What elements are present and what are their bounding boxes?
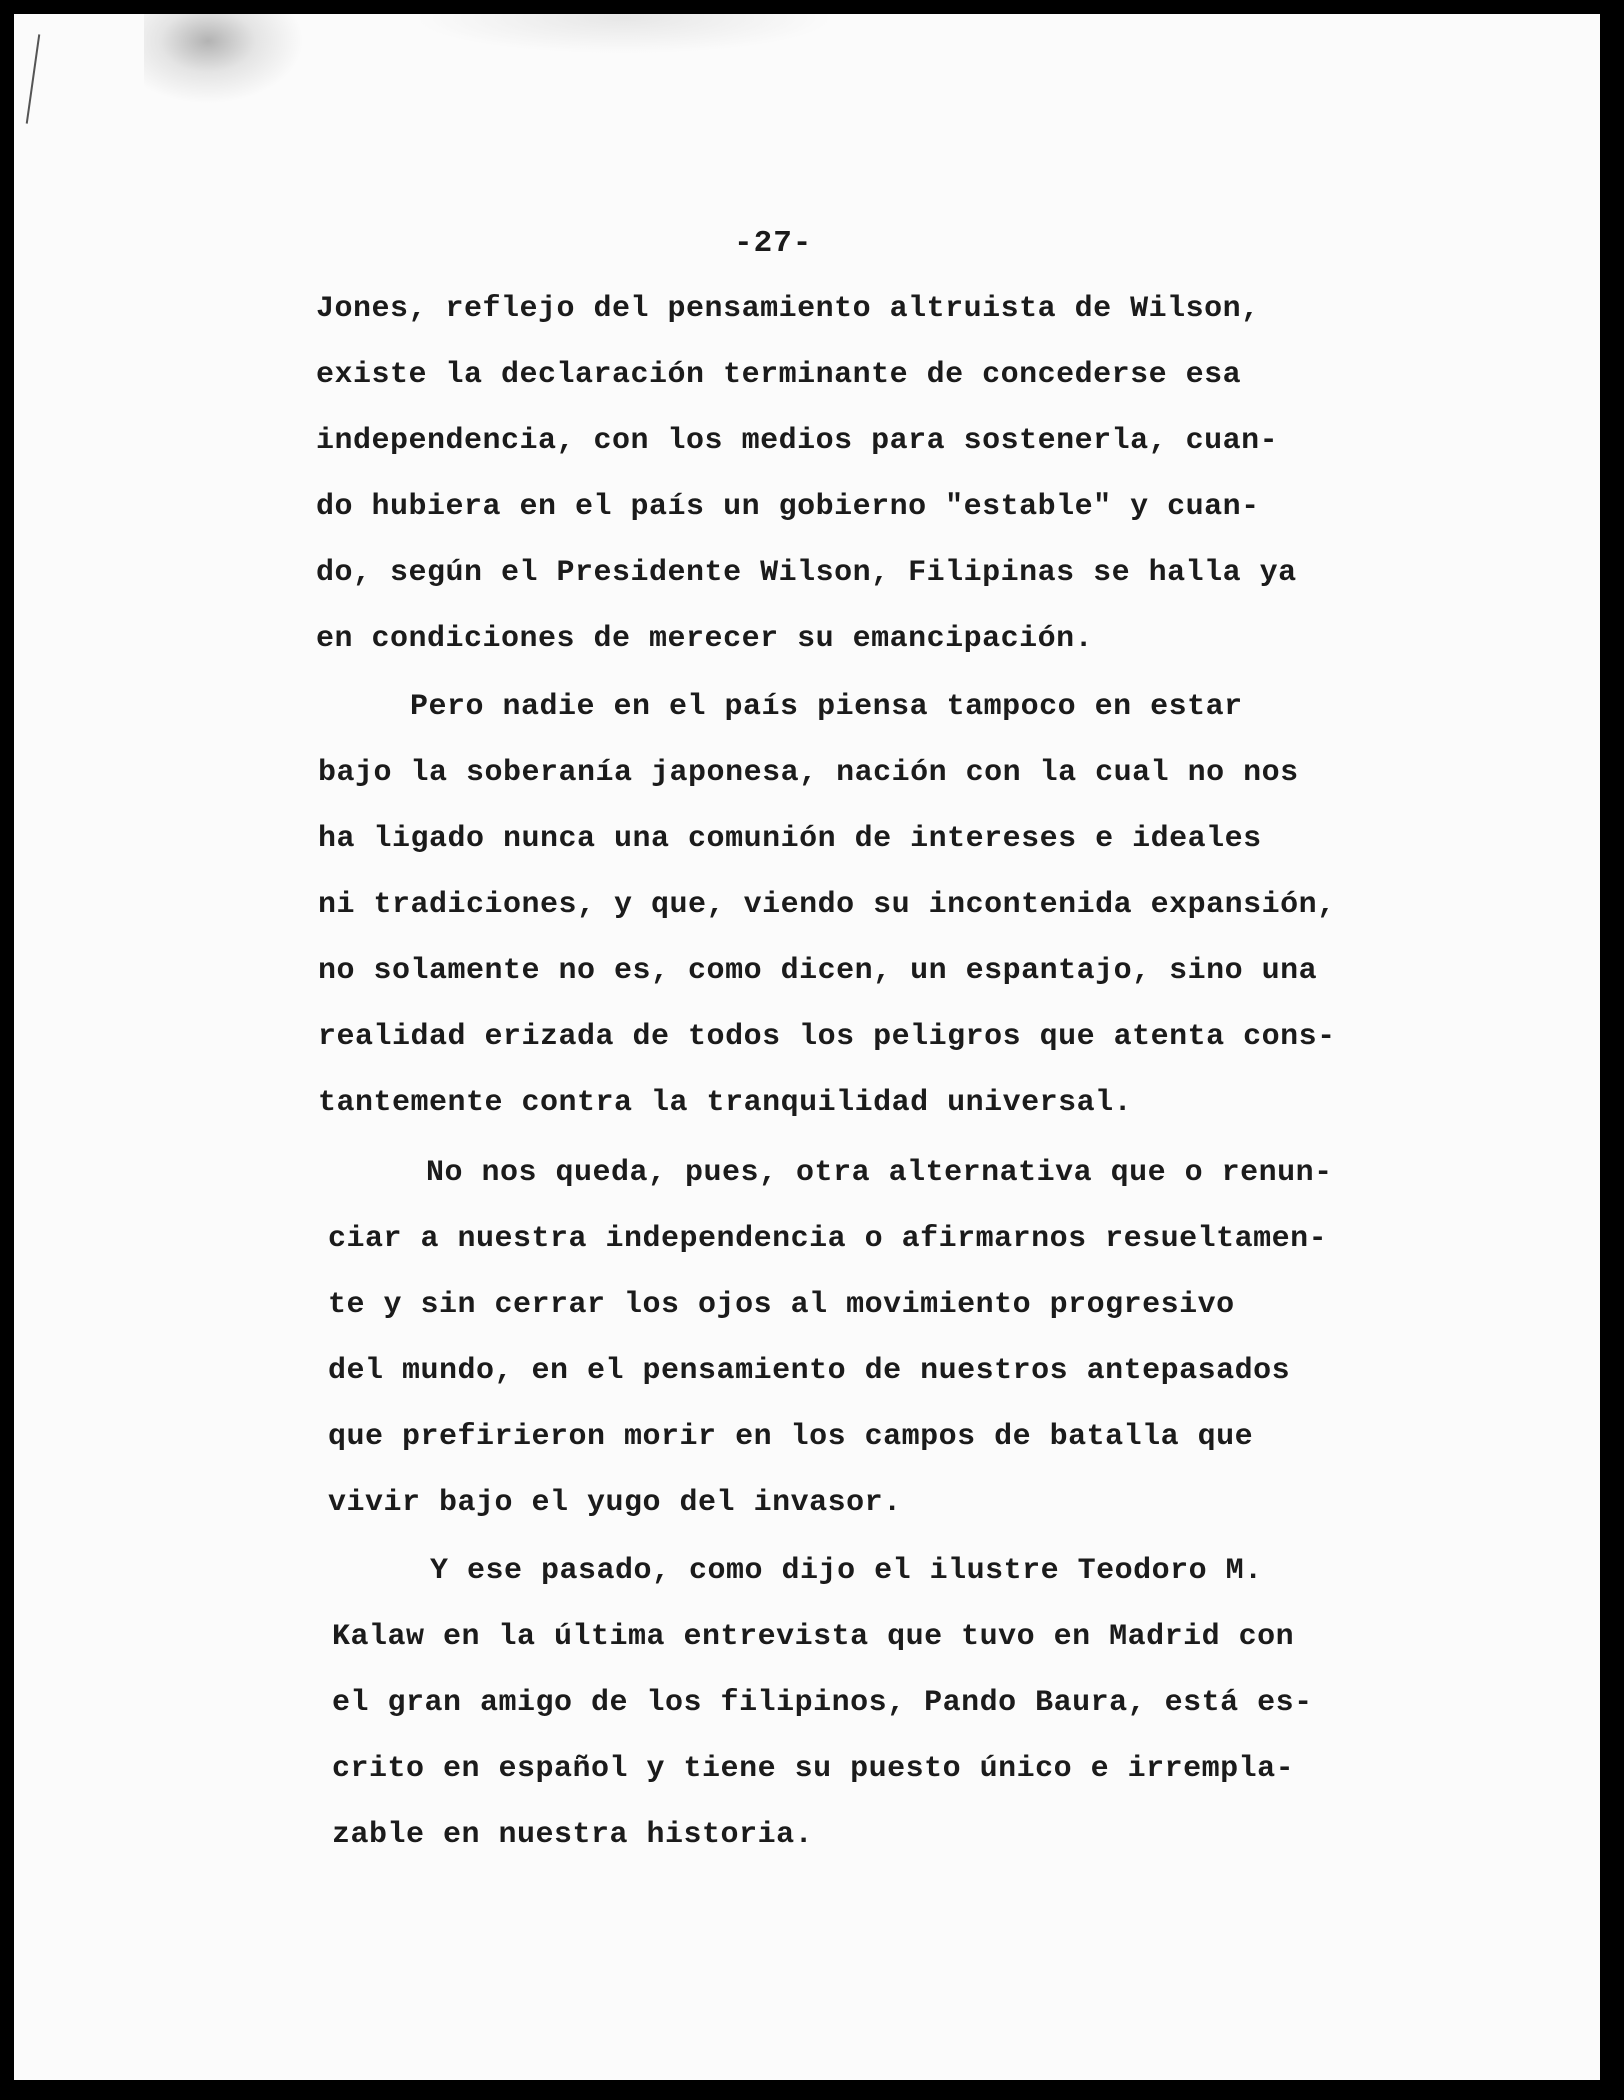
text-line: No nos queda, pues, otra alternativa que o renun- (426, 1156, 1333, 1190)
text-line: que prefirieron morir en los campos de batalla que (328, 1420, 1254, 1454)
text-line: Kalaw en la última entrevista que tuvo en Madrid con (332, 1620, 1295, 1654)
text-line: el gran amigo de los filipinos, Pando Baura, está es- (332, 1686, 1313, 1720)
page-number: -27- (734, 226, 813, 261)
text-line: bajo la soberanía japonesa, nación con la cual no nos (318, 756, 1299, 790)
text-line: Y ese pasado, como dijo el ilustre Teodoro M. (430, 1554, 1263, 1588)
text-line: existe la declaración terminante de concederse esa (316, 358, 1242, 392)
text-line: crito en español y tiene su puesto único e irrempla- (332, 1752, 1295, 1786)
text-line: Pero nadie en el país piensa tampoco en estar (410, 690, 1243, 724)
text-line: do, según el Presidente Wilson, Filipinas se halla ya (316, 556, 1297, 590)
text-line: Jones, reflejo del pensamiento altruista de Wilson, (316, 292, 1260, 326)
ink-smudge (144, 14, 304, 104)
typewritten-page (14, 14, 1600, 2080)
text-line: do hubiera en el país un gobierno "estable" y cuan- (316, 490, 1260, 524)
edge-pencil-mark (26, 34, 41, 123)
text-line: tantemente contra la tranquilidad universal. (318, 1086, 1133, 1120)
text-line: del mundo, en el pensamiento de nuestros antepasados (328, 1354, 1291, 1388)
text-line: zable en nuestra historia. (332, 1818, 814, 1852)
text-line: realidad erizada de todos los peligros que atenta cons- (318, 1020, 1336, 1054)
text-line: ni tradiciones, y que, viendo su incontenida expansión, (318, 888, 1336, 922)
text-line: en condiciones de merecer su emancipación. (316, 622, 1094, 656)
text-line: independencia, con los medios para sostenerla, cuan- (316, 424, 1279, 458)
paper-stain (414, 14, 834, 54)
text-line: ha ligado nunca una comunión de intereses e ideales (318, 822, 1262, 856)
text-line: no solamente no es, como dicen, un espantajo, sino una (318, 954, 1318, 988)
text-line: te y sin cerrar los ojos al movimiento progresivo (328, 1288, 1235, 1322)
text-line: ciar a nuestra independencia o afirmarnos resueltamen- (328, 1222, 1328, 1256)
text-line: vivir bajo el yugo del invasor. (328, 1486, 902, 1520)
